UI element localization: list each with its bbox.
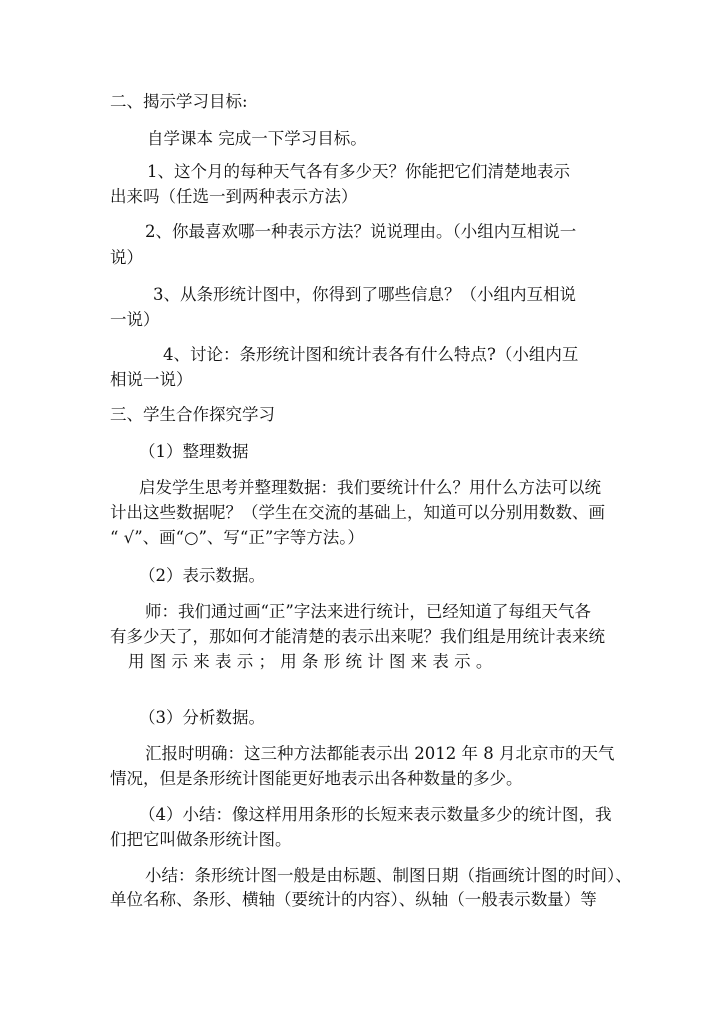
step-2-line-3: 用 图 示 来 表 示 ； 用 条 形 统 计 图 来 表 示 。 [128, 652, 493, 671]
goal-2-line-1: 2、你最喜欢哪一种表示方法？说说理由。（小组内互相说一 [145, 222, 577, 241]
step-2-line-1: 师：我们通过画“正”字法来进行统计，已经知道了每组天气各 [145, 602, 591, 621]
step-4-line-1: （4）小结：像这样用用条形的长短来表示数量多少的统计图，我 [139, 805, 612, 824]
self-study-instruction: 自学课本 完成一下学习目标。 [147, 129, 367, 148]
step-4-line-2: 们把它叫做条形统计图。 [110, 830, 292, 849]
step-3-heading: （3）分析数据。 [139, 708, 265, 727]
goal-2-line-2: 说） [110, 248, 143, 267]
goal-3-line-1: 3、从条形统计图中，你得到了哪些信息？（小组内互相说 [153, 285, 576, 304]
goal-4-line-2: 相说一说） [110, 370, 193, 389]
goal-3-line-2: 一说） [110, 310, 160, 329]
goal-4-line-1: 4、讨论：条形统计图和统计表各有什么特点?（小组内互 [163, 345, 579, 364]
step-1-line-1: 启发学生思考并整理数据：我们要统计什么？用什么方法可以统 [139, 478, 601, 497]
step-2-line-2: 有多少天了，那如何才能清楚的表示出来呢？我们组是用统计表来统 [110, 627, 605, 646]
section-2-heading: 二、揭示学习目标: [110, 92, 248, 111]
goal-1-line-1: 1、这个月的每种天气各有多少天？你能把它们清楚地表示 [147, 162, 570, 181]
step-1-heading: （1）整理数据 [139, 442, 249, 461]
summary-line-1: 小结：条形统计图一般是由标题、制图日期（指画统计图的时间）、 [145, 866, 632, 885]
goal-1-line-2: 出来吗（任选一到两种表示方法） [110, 187, 358, 206]
step-2-heading: （2）表示数据。 [139, 566, 265, 585]
summary-line-2: 单位名称、条形、横轴（要统计的内容）、纵轴（一般表示数量）等 [110, 890, 597, 909]
step-3-line-1: 汇报时明确：这三种方法都能表示出 2012 年 8 月北京市的天气 [145, 744, 615, 763]
step-1-line-3: “ √”、画“○”、写“正”字等方法。） [110, 528, 365, 547]
section-3-heading: 三、学生合作探究学习 [110, 405, 275, 424]
step-1-line-2: 计出这些数据呢？（学生在交流的基础上，知道可以分别用数数、画 [110, 503, 605, 522]
step-3-line-2: 情况，但是条形统计图能更好地表示出各种数量的多少。 [110, 769, 523, 788]
